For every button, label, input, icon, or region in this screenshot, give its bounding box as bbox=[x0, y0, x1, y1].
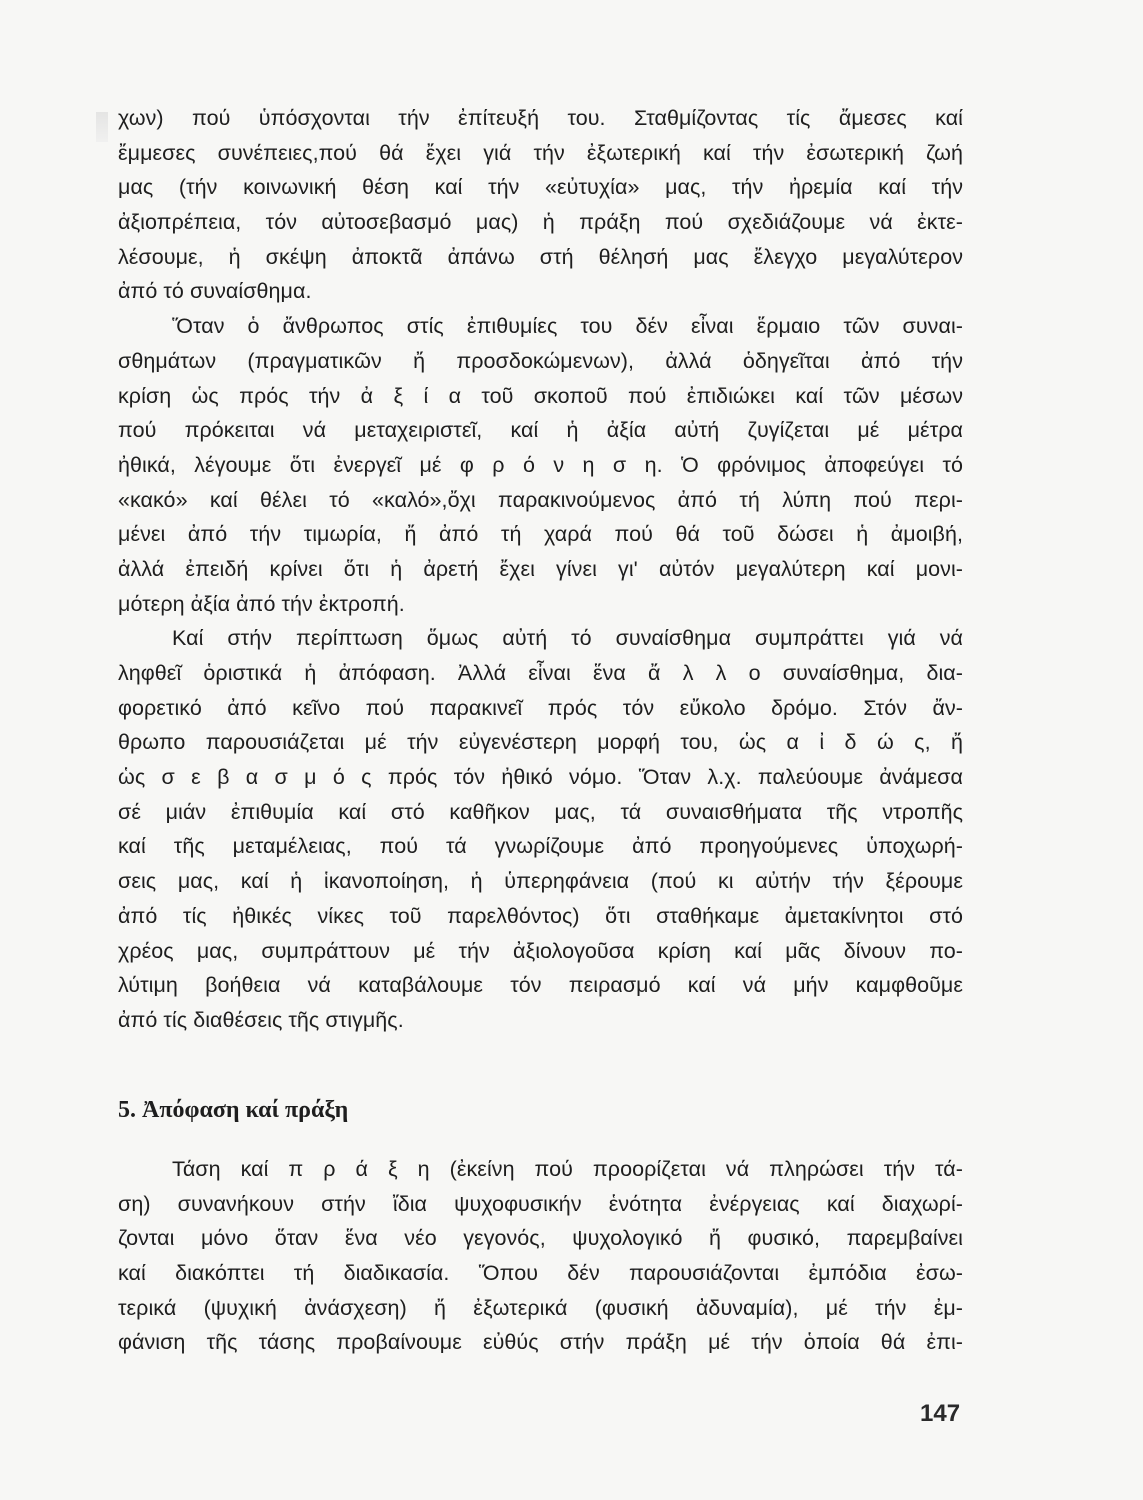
text-line: Ὅταν ὁ ἄνθρωπος στίς ἐπιθυμίες του δέν εἶναι ἕρμαιο τῶν συναι- bbox=[172, 314, 963, 339]
body-text-block-2 bbox=[118, 1152, 963, 1360]
text-line: χρέος μας, συμπράττουν μέ τήν ἀξιολογοῦσα κρίση καί μᾶς δίνουν πο- bbox=[118, 938, 963, 963]
text-line: ἠθικά, λέγουμε ὅτι ἐνεργεῖ μέ φ ρ ό ν η σ η. Ὁ φρόνιμος ἀποφεύγει τό bbox=[118, 452, 963, 477]
text-line: σθημάτων (πραγματικῶν ἤ προσδοκώμενων), ἀλλά ὁδηγεῖται ἀπό τήν bbox=[118, 348, 963, 373]
text-line: ἔμμεσες συνέπειες,πού θά ἔχει γιά τήν ἐξωτερική καί τήν ἐσωτερική ζωή bbox=[118, 140, 963, 165]
text-line: ἀπό τό συναίσθημα. bbox=[118, 279, 312, 304]
text-line: θρωπο παρουσιάζεται μέ τήν εὐγενέστερη μορφή του, ὡς α ἰ δ ώ ς, ἤ bbox=[118, 730, 963, 755]
text-line: ἀξιοπρέπεια, τόν αὐτοσεβασμό μας) ἡ πράξη πού σχεδιάζουμε νά ἐκτε- bbox=[118, 210, 963, 235]
text-line: μένει ἀπό τήν τιμωρία, ἤ ἀπό τή χαρά πού θά τοῦ δώσει ἡ ἀμοιβή, bbox=[118, 522, 963, 547]
page-number: 147 bbox=[920, 1400, 961, 1427]
section-heading: 5. Ἀπόφαση καί πράξη bbox=[118, 1097, 349, 1123]
text-line: ζονται μόνο ὅταν ἕνα νέο γεγονός, ψυχολογικό ἤ φυσικό, παρεμβαίνει bbox=[118, 1226, 963, 1251]
text-line: λέσουμε, ἡ σκέψη ἀποκτᾶ ἀπάνω στή θέλησή μας ἔλεγχο μεγαλύτερον bbox=[118, 244, 963, 269]
text-line: μας (τήν κοινωνική θέση καί τήν «εὐτυχία» μας, τήν ἠρεμία καί τήν bbox=[118, 175, 963, 200]
text-line: τερικά (ψυχική ἀνάσχεση) ἤ ἐξωτερικά (φυσική ἀδυναμία), μέ τήν ἐμ- bbox=[118, 1295, 963, 1320]
text-line: ἀπό τίς ἠθικές νίκες τοῦ παρελθόντος) ὅτι σταθήκαμε ἀμετακίνητοι στό bbox=[118, 903, 963, 928]
text-line: κρίση ὡς πρός τήν ἀ ξ ί α τοῦ σκοποῦ πού ἐπιδιώκει καί τῶν μέσων bbox=[118, 383, 963, 408]
text-line: μότερη ἀξία ἀπό τήν ἐκτροπή. bbox=[118, 591, 405, 616]
text-line: «κακό» καί θέλει τό «καλό»,ὄχι παρακινούμενος ἀπό τή λύπη πού περι- bbox=[118, 487, 963, 512]
text-line: Τάση καί π ρ ά ξ η (ἐκείνη πού προορίζεται νά πληρώσει τήν τά- bbox=[172, 1157, 963, 1181]
text-line: πού πρόκειται νά μεταχειριστεῖ, καί ἡ ἀξία αὐτή ζυγίζεται μέ μέτρα bbox=[118, 418, 963, 443]
text-line: ὡς σ ε β α σ μ ό ς πρός τόν ἠθικό νόμο. Ὅταν λ.χ. παλεύουμε ἀνάμεσα bbox=[118, 765, 963, 790]
text-line: Καί στήν περίπτωση ὅμως αὐτή τό συναίσθημα συμπράττει γιά νά bbox=[172, 626, 963, 651]
body-text-block-1 bbox=[118, 101, 963, 1038]
scan-bleed-mark bbox=[96, 112, 108, 142]
text-line: χων) πού ὑπόσχονται τήν ἐπίτευξή του. Σταθμίζοντας τίς ἄμεσες καί bbox=[118, 106, 963, 130]
text-line: λύτιμη βοήθεια νά καταβάλουμε τόν πειρασμό καί νά μήν καμφθοῦμε bbox=[118, 973, 963, 998]
text-line: φάνιση τῆς τάσης προβαίνουμε εὐθύς στήν πράξη μέ τήν ὁποία θά ἐπι- bbox=[118, 1330, 963, 1355]
text-line: καί τῆς μεταμέλειας, πού τά γνωρίζουμε ἀπό προηγούμενες ὑποχωρή- bbox=[118, 834, 963, 859]
text-line: καί διακόπτει τή διαδικασία. Ὅπου δέν παρουσιάζονται ἐμπόδια ἐσω- bbox=[118, 1261, 963, 1286]
text-line: σεις μας, καί ἡ ἱκανοποίηση, ἡ ὑπερηφάνεια (πού κι αὐτήν τήν ξέρουμε bbox=[118, 869, 963, 894]
text-line: φορετικό ἀπό κεῖνο πού παρακινεῖ πρός τόν εὔκολο δρόμο. Στόν ἄν- bbox=[118, 695, 963, 720]
text-line: ἀπό τίς διαθέσεις τῆς στιγμῆς. bbox=[118, 1007, 404, 1032]
text-line: ληφθεῖ ὁριστικά ἡ ἀπόφαση. Ἀλλά εἶναι ἕνα ἄ λ λ ο συναίσθημα, δια- bbox=[118, 661, 963, 685]
text-line: σέ μιάν ἐπιθυμία καί στό καθῆκον μας, τά συναισθήματα τῆς ντροπῆς bbox=[118, 799, 963, 824]
text-line: ἀλλά ἐπειδή κρίνει ὅτι ἡ ἀρετή ἔχει γίνει γι' αὐτόν μεγαλύτερη καί μονι- bbox=[118, 556, 963, 581]
text-line: ση) συνανήκουν στήν ἴδια ψυχοφυσικήν ἑνότητα ἐνέργειας καί διαχωρί- bbox=[118, 1191, 963, 1216]
